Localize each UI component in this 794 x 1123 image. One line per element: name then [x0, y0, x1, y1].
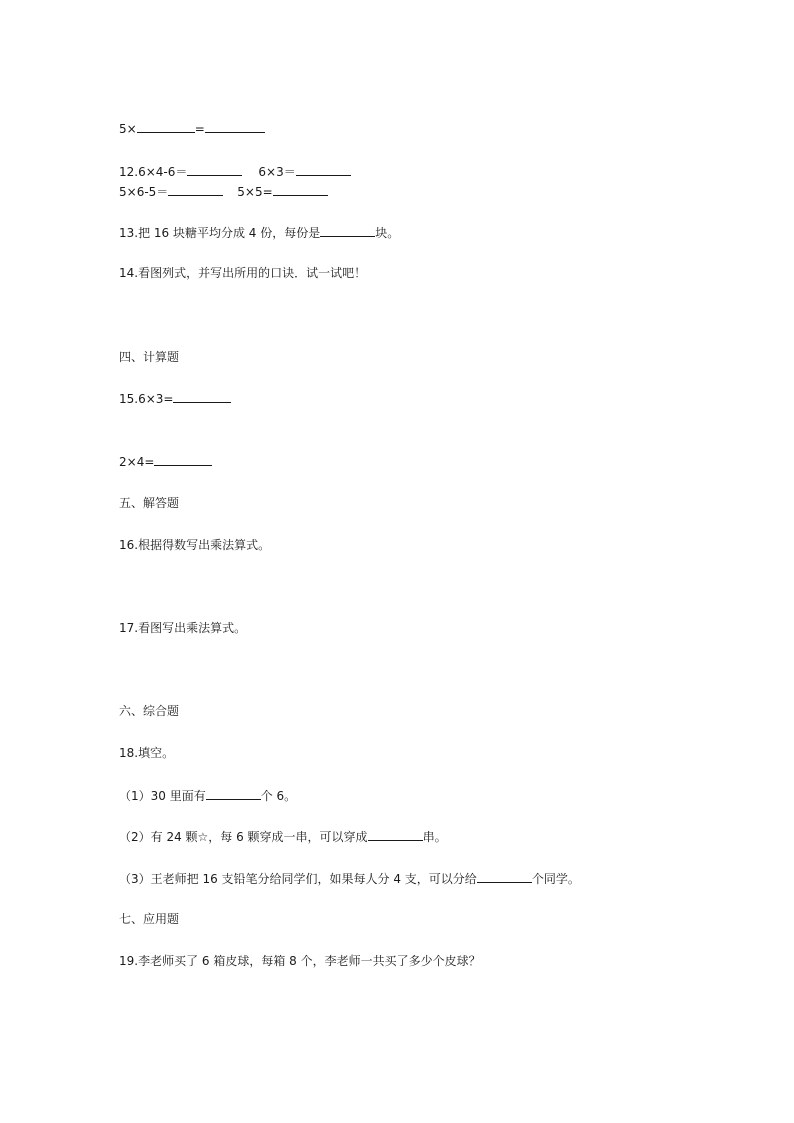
q11-prefix: 5×	[119, 122, 137, 136]
q12-row2-b: 5×5=	[237, 185, 273, 199]
q18-p2-after: 串。	[422, 830, 447, 844]
q15-row2-text: 2×4=	[119, 455, 155, 469]
q12-row1	[119, 163, 351, 180]
q13-text-after: 块。	[375, 226, 400, 240]
section-5-title: 五、解答题	[119, 496, 180, 510]
answer-blank[interactable]	[206, 787, 261, 800]
q12-row1-b: 6×3＝	[258, 165, 296, 179]
answer-blank[interactable]	[477, 870, 532, 883]
answer-blank[interactable]	[137, 120, 195, 133]
q18-p3-after: 个同学。	[531, 872, 580, 886]
q13-question	[119, 224, 399, 241]
q18-title: 18.填空。	[119, 746, 175, 760]
answer-blank[interactable]	[187, 163, 242, 176]
q19-question: 19.李老师买了 6 箱皮球，每箱 8 个，李老师一共买了多少个皮球？	[119, 954, 481, 968]
section-7-title: 七、应用题	[119, 912, 180, 926]
answer-blank[interactable]	[173, 390, 231, 403]
q14-question: 14.看图列式，并写出所用的口诀．试一试吧！	[119, 266, 367, 280]
q12-row2-a: 5×6-5＝	[119, 185, 169, 199]
q18-p3-before: （3）王老师把 16 支铅笔分给同学们，如果每人分 4 支，可以分给	[119, 872, 477, 886]
answer-blank[interactable]	[205, 120, 265, 133]
q15-row1-text: 15.6×3=	[119, 392, 174, 406]
q15-row1	[119, 390, 231, 407]
q18-part2	[119, 828, 447, 845]
q18-p1-before: （1）30 里面有	[119, 789, 206, 803]
answer-blank[interactable]	[368, 828, 423, 841]
q12-row1-a: 12.6×4-6＝	[119, 165, 188, 179]
q17-question: 17.看图写出乘法算式。	[119, 621, 247, 635]
section-6-title: 六、综合题	[119, 704, 180, 718]
section-4-title: 四、计算题	[119, 350, 180, 364]
q11-equation	[119, 120, 265, 137]
answer-blank[interactable]	[320, 224, 375, 237]
answer-blank[interactable]	[296, 163, 351, 176]
q12-row2	[119, 183, 328, 200]
answer-blank[interactable]	[273, 183, 328, 196]
q18-p2-before: （2）有 24 颗☆，每 6 颗穿成一串，可以穿成	[119, 830, 368, 844]
q18-part1	[119, 787, 296, 804]
q16-question: 16.根据得数写出乘法算式。	[119, 538, 271, 552]
answer-blank[interactable]	[168, 183, 223, 196]
q15-row2	[119, 453, 212, 470]
q18-p1-after: 个 6。	[260, 789, 297, 803]
answer-blank[interactable]	[154, 453, 212, 466]
q13-text-before: 13.把 16 块糖平均分成 4 份，每份是	[119, 226, 321, 240]
q11-equals: =	[194, 122, 205, 136]
q18-part3	[119, 870, 580, 887]
